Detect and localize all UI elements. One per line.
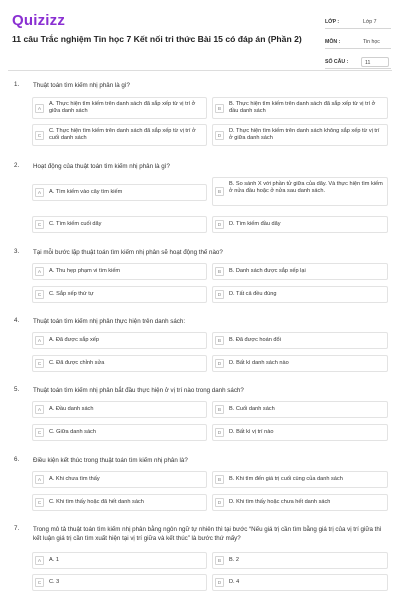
option-text: A. Tìm kiếm vào cây tìm kiếm — [49, 189, 123, 195]
option-text: A. 1 — [49, 557, 59, 563]
answer-option-d[interactable] — [212, 424, 388, 441]
option-letter: C — [35, 220, 44, 229]
option-text: B. Khi tìm đến giá trị cuối cùng của danh sách — [229, 476, 343, 482]
option-text: D. Khi tìm thấy hoặc chưa hết danh sách — [229, 499, 331, 505]
question-text: Thuật toán tìm kiếm nhị phân thực hiện trên danh sách: — [33, 318, 186, 325]
question-count-value: 11 — [361, 57, 389, 67]
option-letter: A — [35, 405, 44, 414]
question-count-label: SỐ CÂU : — [325, 59, 349, 65]
answer-option-a[interactable] — [32, 552, 207, 569]
header-divider — [8, 70, 392, 71]
option-letter: D — [215, 220, 224, 229]
option-text: C. Thực hiện tìm kiếm trên danh sách đã sắp xếp từ vị trí ở cuối danh sách — [49, 128, 196, 141]
question-7 — [0, 525, 400, 600]
option-letter: B — [215, 336, 224, 345]
question-number: 1. — [14, 81, 20, 88]
answer-option-c[interactable] — [32, 574, 207, 591]
option-letter: A — [35, 188, 44, 197]
option-letter: B — [215, 556, 224, 565]
question-3 — [0, 248, 400, 306]
option-text: D. Bất kì danh sách nào — [229, 360, 289, 366]
option-letter: D — [215, 290, 224, 299]
answer-option-a[interactable] — [32, 471, 207, 488]
answer-option-b[interactable] — [212, 471, 388, 488]
answer-option-a[interactable] — [32, 332, 207, 349]
answer-option-c[interactable] — [32, 494, 207, 511]
answer-option-b[interactable] — [212, 552, 388, 569]
option-text: B. So sánh X với phần tử giữa của dãy. Và thực hiện tìm kiếm ở nửa đầu hoặc ở nửa sau danh sách. — [229, 181, 383, 194]
option-letter: C — [35, 290, 44, 299]
subject-value: Tin học — [363, 39, 380, 45]
answer-option-c[interactable] — [32, 124, 207, 146]
answer-option-c[interactable] — [32, 355, 207, 372]
option-letter: D — [215, 359, 224, 368]
answer-option-a[interactable] — [32, 263, 207, 280]
answer-option-a[interactable] — [32, 401, 207, 418]
option-letter: C — [35, 498, 44, 507]
question-text: Hoạt động của thuật toán tìm kiếm nhị phân là gì? — [33, 163, 170, 170]
question-text: Tại mỗi bước lặp thuật toán tìm kiếm nhị phân sẽ hoạt động thế nào? — [33, 249, 223, 256]
option-text: B. Thực hiện tìm kiếm trên danh sách đã sắp xếp từ vị trí ở đầu danh sách — [229, 101, 376, 114]
answer-option-b[interactable] — [212, 177, 388, 206]
answer-option-d[interactable] — [212, 124, 388, 146]
question-number: 4. — [14, 317, 20, 324]
question-text: Trong mô tả thuật toán tìm kiếm nhị phân bằng ngôn ngữ tự nhiên thì tại bước “Nếu giá trị cần tìm bằng giá trị của vị trí giữa thì kết luận giá trị cần tìm xuất hiện tại vị trí giữa và kết thúc” là bước thứ mấy? — [33, 526, 382, 542]
worksheet-meta — [325, 12, 391, 69]
option-text: C. Khi tìm thấy hoặc đã hết danh sách — [49, 499, 144, 505]
answer-option-c[interactable] — [32, 424, 207, 441]
question-5 — [0, 386, 400, 444]
class-row — [325, 12, 391, 29]
question-number: 3. — [14, 248, 20, 255]
answer-option-d[interactable] — [212, 494, 388, 511]
answer-option-a[interactable] — [32, 184, 207, 201]
option-text: C. 3 — [49, 579, 60, 585]
option-text: C. Đã được chỉnh sửa — [49, 360, 105, 366]
option-letter: A — [35, 267, 44, 276]
option-letter: B — [215, 104, 224, 113]
option-letter: A — [35, 104, 44, 113]
option-text: B. Danh sách được sắp xếp lại — [229, 268, 306, 274]
answer-option-d[interactable] — [212, 216, 388, 233]
question-4 — [0, 317, 400, 375]
answer-option-c[interactable] — [32, 216, 207, 233]
answer-option-d[interactable] — [212, 574, 388, 591]
option-text: D. Bất kì vị trí nào — [229, 429, 274, 435]
worksheet-title: 11 câu Trắc nghiệm Tin học 7 Kết nối tri thức Bài 15 có đáp án (Phần 2) — [12, 34, 302, 44]
answer-option-d[interactable] — [212, 286, 388, 303]
option-text: C. Sắp xếp thứ tự — [49, 291, 94, 297]
subject-row — [325, 32, 391, 49]
class-label: LỚP : — [325, 19, 340, 25]
question-text: Điều kiện kết thúc trong thuật toán tìm kiếm nhị phân là? — [33, 457, 188, 464]
class-value: Lớp 7 — [363, 19, 377, 25]
question-number: 2. — [14, 162, 20, 169]
option-text: D. Tìm kiếm đầu dãy — [229, 221, 281, 227]
option-letter: A — [35, 336, 44, 345]
option-text: A. Đầu danh sách — [49, 406, 94, 412]
question-text: Thuật toán tìm kiếm nhị phân là gì? — [33, 82, 130, 89]
option-text: D. Thực hiện tìm kiếm trên danh sách không sắp xếp từ vị trí ở giữa danh sách — [229, 128, 380, 141]
question-number: 5. — [14, 386, 20, 393]
question-text: Thuật toán tìm kiếm nhị phân bắt đầu thực hiện ở vị trí nào trong danh sách? — [33, 387, 244, 394]
question-number: 7. — [14, 525, 20, 532]
quizizz-logo: Quizizz — [12, 12, 66, 29]
option-letter: B — [215, 187, 224, 196]
option-text: C. Giữa danh sách — [49, 429, 96, 435]
option-text: B. 2 — [229, 557, 239, 563]
option-text: D. Tất cả đều đúng — [229, 291, 277, 297]
option-letter: D — [215, 498, 224, 507]
option-letter: C — [35, 578, 44, 587]
answer-option-b[interactable] — [212, 401, 388, 418]
option-text: B. Cuối danh sách — [229, 406, 275, 412]
answer-option-c[interactable] — [32, 286, 207, 303]
option-text: A. Khi chưa tìm thấy — [49, 476, 100, 482]
option-letter: A — [35, 475, 44, 484]
option-letter: C — [35, 359, 44, 368]
option-letter: C — [35, 131, 44, 140]
worksheet-header — [0, 0, 400, 72]
option-text: A. Thực hiện tìm kiếm trên danh sách đã sắp xếp từ vị trí ở giữa danh sách — [49, 101, 196, 114]
question-number: 6. — [14, 456, 20, 463]
option-letter: D — [215, 578, 224, 587]
option-text: B. Đã được hoán đổi — [229, 337, 281, 343]
option-letter: B — [215, 267, 224, 276]
option-text: A. Thu hẹp phạm vi tìm kiếm — [49, 268, 121, 274]
answer-option-b[interactable] — [212, 332, 388, 349]
question-count-row — [325, 52, 391, 69]
option-text: D. 4 — [229, 579, 240, 585]
option-letter: B — [215, 475, 224, 484]
question-2 — [0, 162, 400, 237]
question-1 — [0, 81, 400, 151]
option-letter: C — [35, 428, 44, 437]
answer-option-d[interactable] — [212, 355, 388, 372]
answer-option-b[interactable] — [212, 97, 388, 119]
option-letter: B — [215, 405, 224, 414]
option-text: A. Đã được sắp xếp — [49, 337, 100, 343]
option-letter: A — [35, 556, 44, 565]
answer-option-b[interactable] — [212, 263, 388, 280]
question-6 — [0, 456, 400, 514]
subject-label: MÔN : — [325, 39, 341, 45]
option-text: C. Tìm kiếm cuối dãy — [49, 221, 102, 227]
option-letter: D — [215, 428, 224, 437]
option-letter: D — [215, 131, 224, 140]
answer-option-a[interactable] — [32, 97, 207, 119]
